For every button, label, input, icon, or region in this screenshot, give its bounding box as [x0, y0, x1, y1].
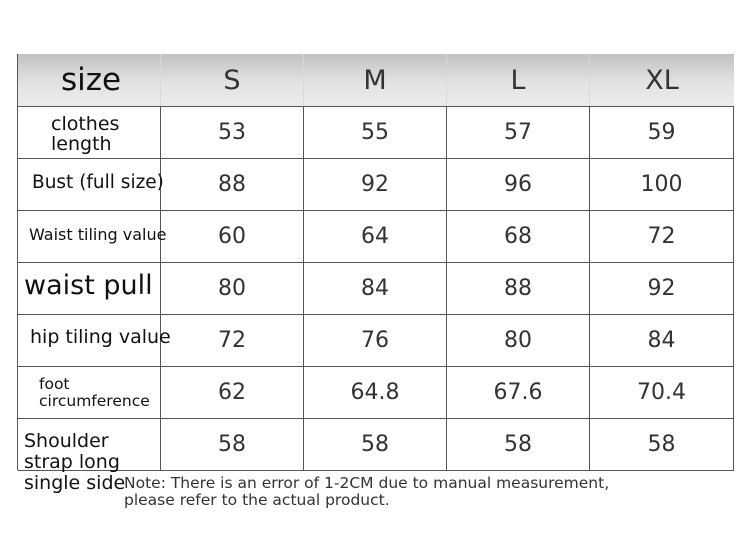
table-header-row [18, 54, 734, 107]
measurement-note [124, 475, 609, 509]
row-label-cell [18, 159, 164, 210]
row-label [29, 227, 166, 244]
value-cell-l: 80 [447, 315, 590, 366]
row-label-line: Shoulder [24, 430, 109, 452]
value-cell-xl: 72 [590, 211, 734, 262]
value-cell-m: 84 [304, 263, 447, 314]
row-label-cell [18, 107, 161, 158]
row-label-line: waist pull [24, 270, 153, 301]
value-cell-m: 76 [304, 315, 447, 366]
value-cell-m: 55 [304, 107, 447, 158]
note-line-1: Note: There is an error of 1-2CM due to manual measurement, [124, 474, 610, 492]
header-size-xl: XL [645, 64, 679, 96]
value-cell-l: 57 [447, 107, 590, 158]
row-label-line: Waist tiling value [29, 225, 167, 244]
value-cell-m: 64 [304, 211, 447, 262]
note-line-2: please refer to the actual product. [124, 491, 390, 509]
row-label-cell [18, 367, 161, 418]
header-size-s: S [161, 54, 304, 106]
value-cell-s: 80 [161, 263, 304, 314]
table-row [18, 211, 734, 263]
table-row [18, 107, 734, 159]
table-row [18, 263, 734, 315]
value-cell-l: 96 [447, 159, 590, 210]
value-cell-xl: 100 [590, 159, 734, 210]
row-label-cell [18, 263, 161, 314]
row-label [51, 115, 119, 155]
value-cell-s: 62 [161, 367, 304, 418]
value-cell-s: 72 [161, 315, 304, 366]
row-label-line: hip tiling value [30, 326, 171, 348]
row-label-line: strap long [24, 450, 120, 473]
table-row [18, 315, 734, 367]
row-label-line: length [51, 132, 112, 155]
value-cell-l: 58 [447, 419, 590, 470]
value-cell-l: 68 [447, 211, 590, 262]
row-label [39, 376, 150, 411]
value-cell-xl: 84 [590, 315, 734, 366]
row-label-line: clothes [51, 113, 120, 135]
value-cell-s: 53 [161, 107, 304, 158]
header-size-l: L [447, 54, 590, 106]
row-label [24, 431, 125, 494]
value-cell-s: 58 [161, 419, 304, 470]
row-label-line: Bust (full size) [32, 172, 164, 193]
value-cell-s: 60 [161, 211, 304, 262]
row-label [32, 173, 164, 192]
value-cell-s: 88 [161, 159, 304, 210]
row-label [30, 328, 171, 348]
row-label [24, 272, 153, 300]
table-row [18, 159, 734, 211]
row-label-line: foot [39, 375, 70, 393]
value-cell-xl: 70.4 [590, 367, 734, 418]
value-cell-m: 58 [304, 419, 447, 470]
table-row [18, 367, 734, 419]
value-cell-m: 64.8 [304, 367, 447, 418]
header-size-m: M [304, 54, 447, 106]
row-label-line: single side [24, 471, 126, 494]
value-cell-l: 67.6 [447, 367, 590, 418]
value-cell-xl: 92 [590, 263, 734, 314]
row-label-line: circumference [39, 392, 150, 411]
value-cell-m: 92 [304, 159, 447, 210]
row-label-cell [18, 315, 171, 366]
row-label-cell [18, 211, 167, 262]
value-cell-xl: 59 [590, 107, 734, 158]
header-size-label: size [18, 54, 161, 106]
value-cell-xl: 58 [590, 419, 734, 470]
value-cell-l: 88 [447, 263, 590, 314]
row-label-cell [18, 419, 161, 494]
